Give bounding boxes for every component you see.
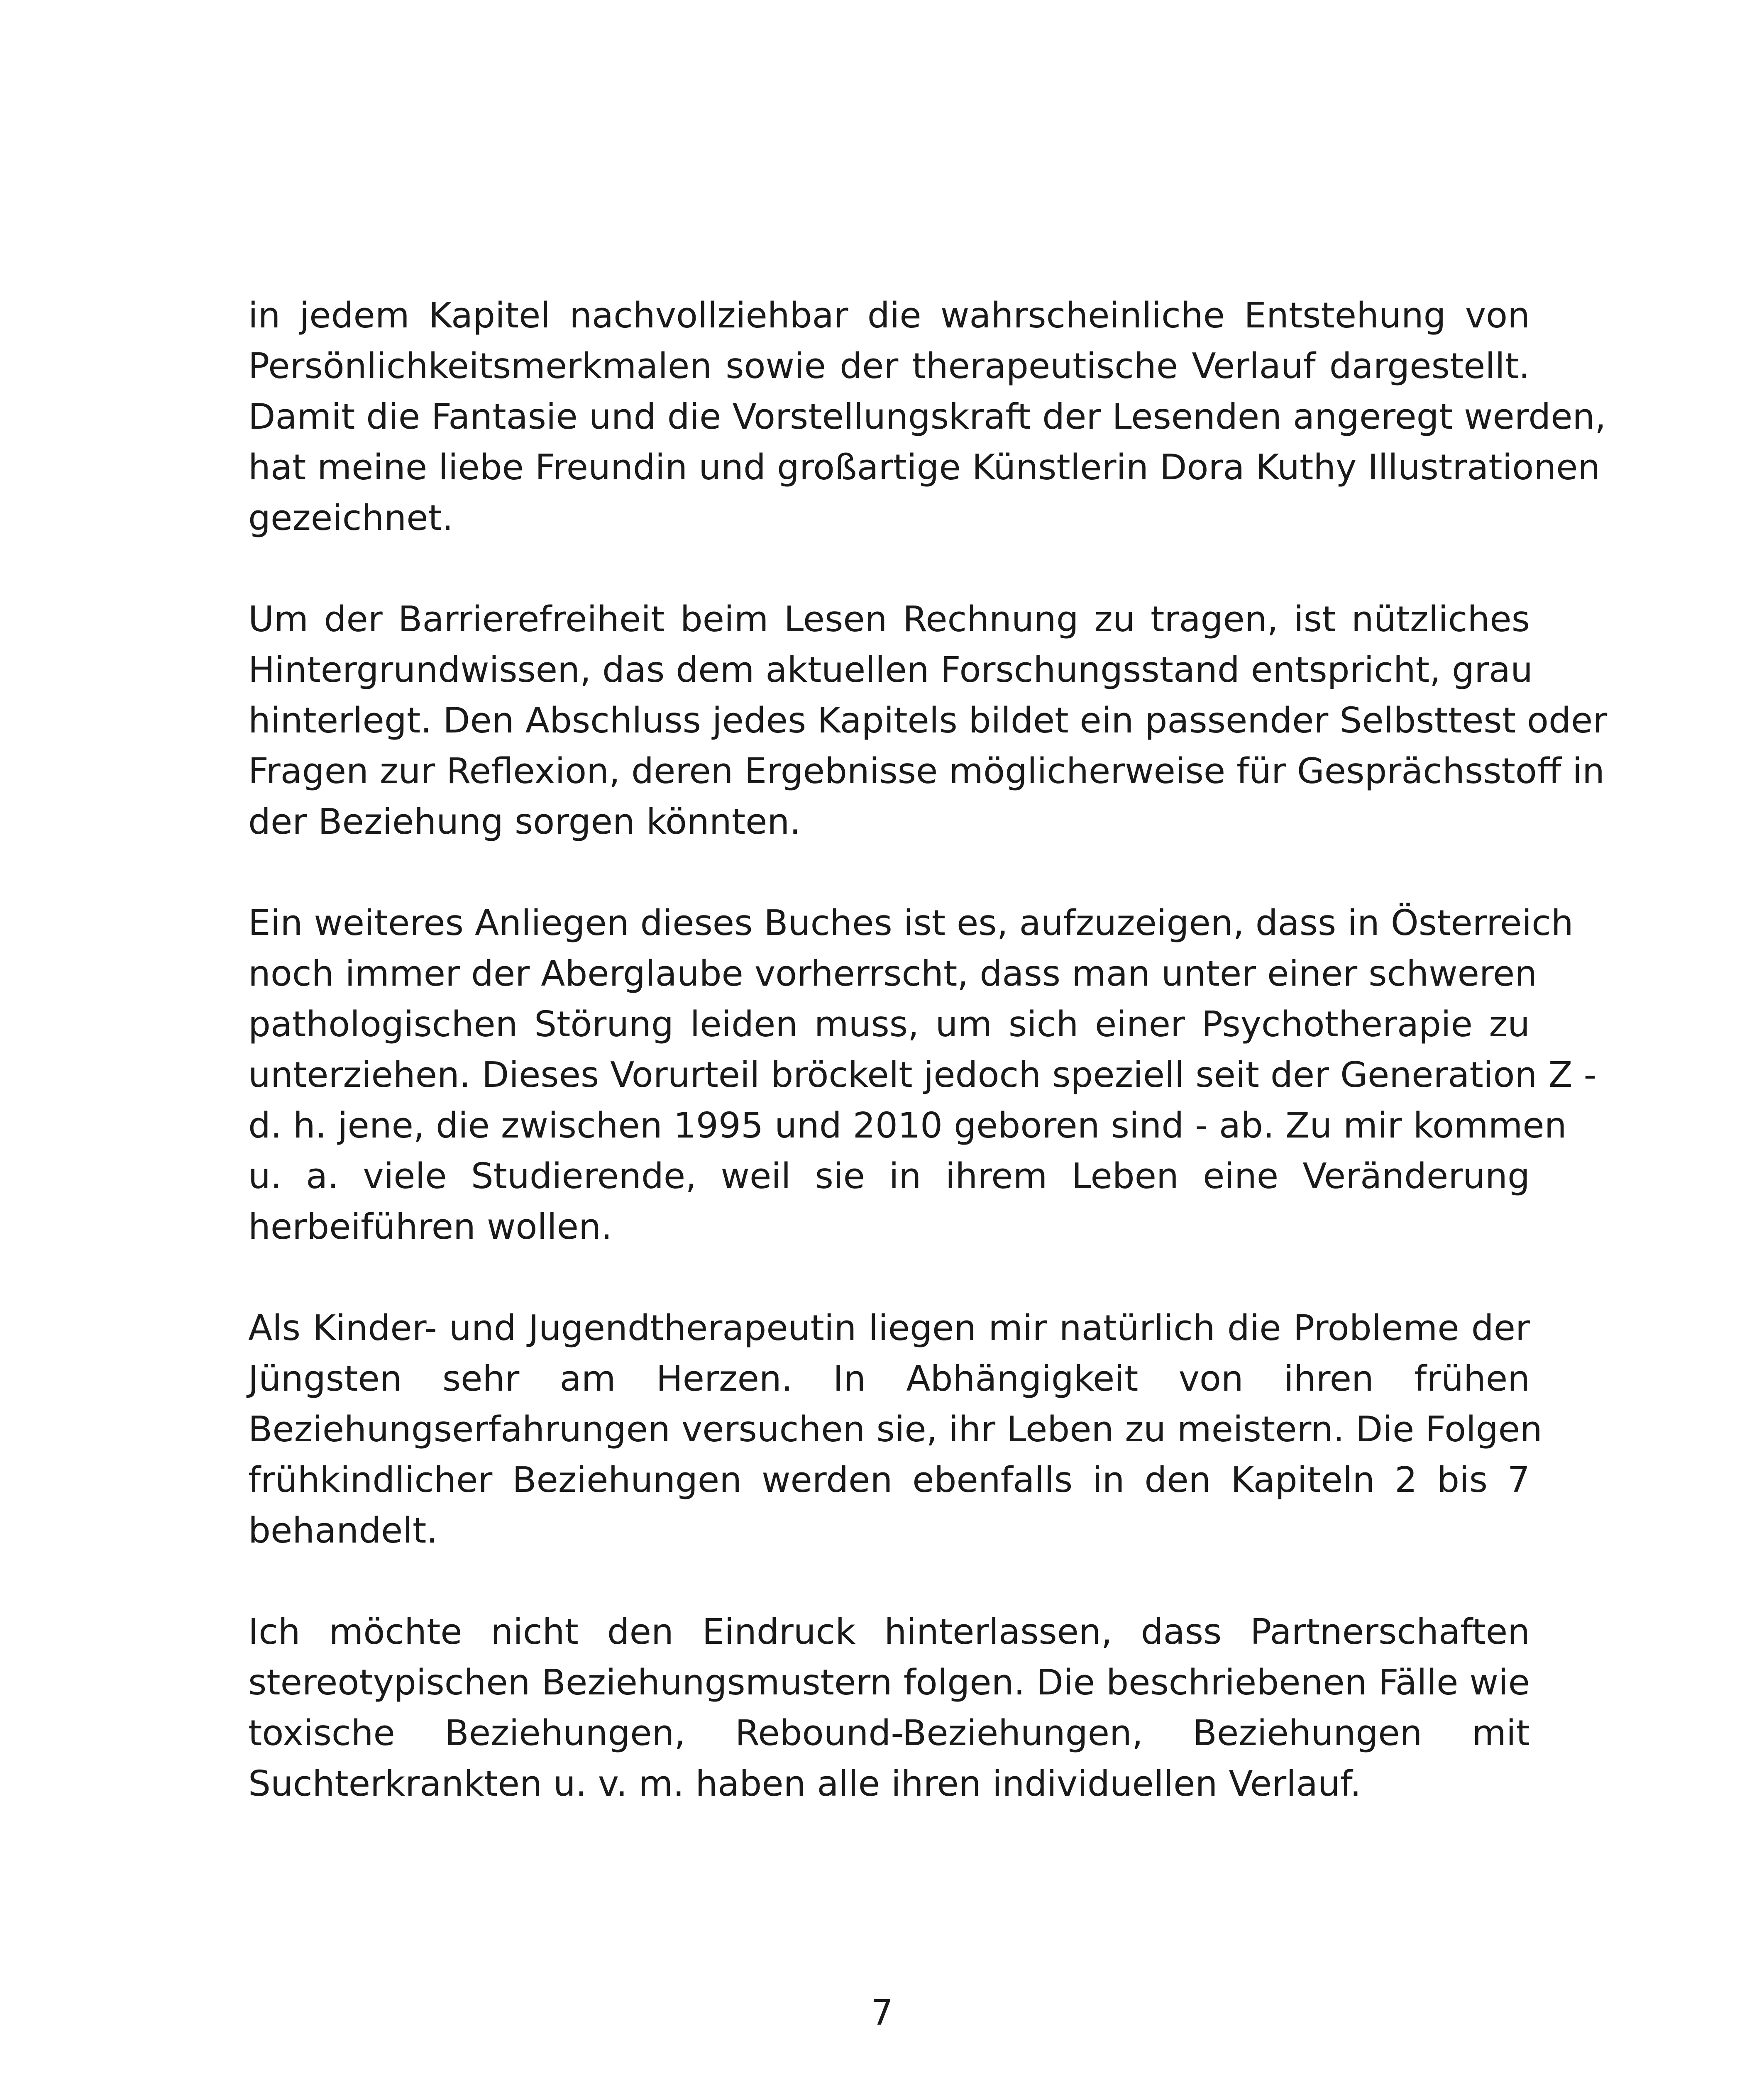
paragraph-5-line-4: Suchterkrankten u. v. m. haben alle ihren individuellen Verlauf. <box>248 1763 1361 1804</box>
paragraph-2-line-1: Um der Barrierefreiheit beim Lesen Rechnung zu tragen, ist nützliches <box>248 599 1530 640</box>
paragraph-4-line-1: Als Kinder- und Jugendtherapeutin liegen mir natürlich die Probleme der <box>248 1308 1530 1349</box>
paragraph-2-line-5: der Beziehung sorgen könnten. <box>248 801 801 842</box>
paragraph-1-line-4: hat meine liebe Freundin und großartige Künstlerin Dora Kuthy Illustrationen <box>248 447 1600 488</box>
paragraph-1-line-5: gezeichnet. <box>248 498 453 539</box>
paragraph-3-line-5: d. h. jene, die zwischen 1995 und 2010 geboren sind - ab. Zu mir kommen <box>248 1105 1567 1146</box>
paragraph-3-line-1: Ein weiteres Anliegen dieses Buches ist es, aufzuzeigen, dass in Österreich <box>248 903 1573 944</box>
paragraph-1-line-1: in jedem Kapitel nachvollziehbar die wahrscheinliche Entstehung von <box>248 295 1530 336</box>
paragraph-2-line-3: hinterlegt. Den Abschluss jedes Kapitels bildet ein passender Selbsttest oder <box>248 700 1608 741</box>
paragraph-5-line-2: stereotypischen Beziehungsmustern folgen. Die beschriebenen Fälle wie <box>248 1662 1530 1703</box>
paragraph-1-line-2: Persönlichkeitsmerkmalen sowie der therapeutische Verlauf dargestellt. <box>248 346 1530 387</box>
paragraph-2-line-4: Fragen zur Reflexion, deren Ergebnisse möglicherweise für Gesprächsstoff in <box>248 751 1605 792</box>
paragraph-3-line-6: u. a. viele Studierende, weil sie in ihrem Leben eine Veränderung <box>248 1156 1530 1197</box>
paragraph-2-line-2: Hintergrundwissen, das dem aktuellen Forschungsstand entspricht, grau <box>248 649 1533 691</box>
paragraph-3-line-7: herbeiführen wollen. <box>248 1206 612 1247</box>
paragraph-4-line-5: behandelt. <box>248 1510 438 1551</box>
paragraph-4-line-4: frühkindlicher Beziehungen werden ebenfalls in den Kapiteln 2 bis 7 <box>248 1460 1530 1501</box>
paragraph-5-line-3: toxische Beziehungen, Rebound-Beziehungen, Beziehungen mit <box>248 1713 1530 1754</box>
paragraph-4-line-2: Jüngsten sehr am Herzen. In Abhängigkeit von ihren frühen <box>248 1358 1530 1399</box>
paragraph-1-line-3: Damit die Fantasie und die Vorstellungskraft der Lesenden angeregt werden, <box>248 396 1606 437</box>
paragraph-3-line-4: unterziehen. Dieses Vorurteil bröckelt jedoch speziell seit der Generation Z - <box>248 1055 1597 1096</box>
page-number: 7 <box>870 1992 894 2034</box>
paragraph-3-line-3: pathologischen Störung leiden muss, um sich einer Psychotherapie zu <box>248 1004 1530 1045</box>
paragraph-4-line-3: Beziehungserfahrungen versuchen sie, ihr Leben zu meistern. Die Folgen <box>248 1409 1542 1450</box>
paragraph-3-line-2: noch immer der Aberglaube vorherrscht, dass man unter einer schweren <box>248 953 1537 994</box>
paragraph-5-line-1: Ich möchte nicht den Eindruck hinterlassen, dass Partnerschaften <box>248 1611 1530 1653</box>
